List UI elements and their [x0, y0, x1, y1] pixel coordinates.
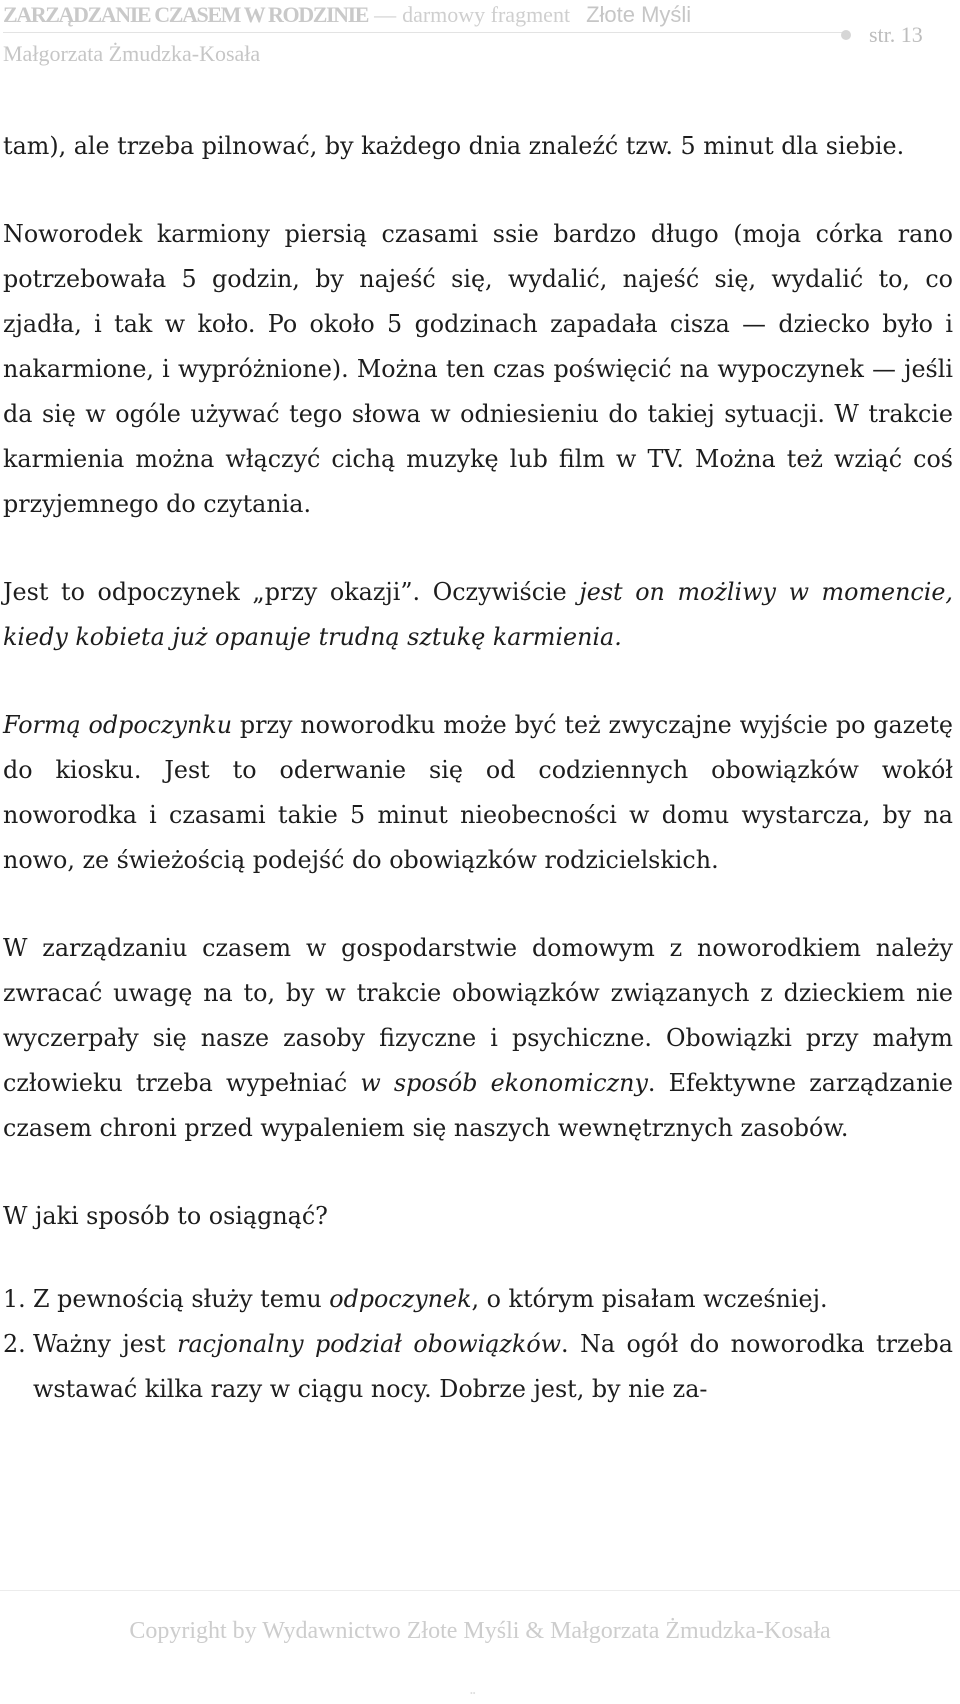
- paragraph-3: [3, 570, 953, 660]
- paragraph-2: Noworodek karmiony piersią czasami ssie bardzo długo (moja córka rano potrzebowała 5 godzin, by najeść się, wydalić, najeść się, wydalić to, co zjadła, i tak w koło. Po około 5 godzinach zapadała cisza — dziecko było i nakarmione, i wypróżnione). Można ten czas poświęcić na wypoczynek — jeśli da się w ogóle używać tego słowa w odniesieniu do takiej sytuacji. W trakcie karmienia można włączyć cichą muzykę lub film w TV. Można też wziąć coś przyjemnego do czytania.: [3, 220, 953, 518]
- list-item: [3, 1322, 953, 1412]
- paragraph-5-text-1: W zarządzaniu czasem w gospodarstwie domowym z noworodkiem należy zwracać uwagę na to, by w trakcie obowiązków związanych z dzieckiem nie wyczerpały się nasze zasoby fizyczne i psychiczne. Obowiązki przy małym człowieku trzeba wypełniać: [3, 934, 953, 1097]
- author-name: Małgorzata Żmudzka-Kosała: [3, 41, 261, 66]
- paragraph-4-text: przy noworodku może być też zwyczajne wyjście po gazetę do kiosku. Jest to oderwanie się od codziennych obowiązków wokół noworodka i czasami takie 5 minut nieobecności w domu wystarcza, by na nowo, ze świeżością podejść do obowiązków rodzicielskich.: [3, 711, 953, 874]
- list-item-number: 1.: [3, 1285, 26, 1313]
- paragraph-1: tam), ale trzeba pilnować, by każdego dnia znaleźć tzw. 5 minut dla siebie.: [3, 132, 905, 160]
- list-item-text-2: . Na ogół do noworodka trzeba wstawać kilka razy w ciągu nocy. Dobrze jest, by nie za-: [33, 1330, 953, 1403]
- header-title-line: [3, 2, 691, 28]
- book-title: ZARZĄDZANIE CZASEM W RODZINIE: [3, 2, 369, 27]
- paragraph-5-text-2: . Efektywne zarządzanie czasem chroni przed wypaleniem się naszych wewnętrznych zasobów.: [3, 1069, 953, 1142]
- page-header: [3, 0, 953, 80]
- list-item-text-1: Z pewnością służy temu: [33, 1285, 330, 1313]
- footer-dots-icon: ••: [470, 1689, 476, 1698]
- copyright-footer: Copyright by Wydawnictwo Złote Myśli & Małgorzata Żmudzka-Kosała: [129, 1618, 831, 1644]
- paragraph-4-italic: Formą odpoczynku: [3, 711, 233, 739]
- bullet-dot-icon: [841, 30, 851, 40]
- numbered-list: [3, 1277, 953, 1412]
- paragraph-4: [3, 703, 953, 883]
- publisher-name: Złote Myśli: [586, 2, 692, 27]
- paragraph-3-text: Jest to odpoczynek „przy okazji”. Oczywiście: [3, 578, 580, 606]
- header-rule: [3, 32, 845, 33]
- paragraph-3-italic: jest on możliwy w momencie, kiedy kobieta już opanuje trudną sztukę karmienia.: [3, 578, 954, 651]
- paragraph-5-italic: w sposób ekonomiczny: [360, 1069, 648, 1097]
- paragraph-5: [3, 926, 953, 1151]
- list-item-italic: odpoczynek: [329, 1285, 472, 1313]
- list-item-number: 2.: [3, 1330, 26, 1358]
- footer-rule: [0, 1590, 960, 1591]
- list-item-italic: racjonalny podział obowiązków: [177, 1330, 562, 1358]
- list-item-text-1: Ważny jest: [33, 1330, 178, 1358]
- header-dash: —: [374, 2, 397, 27]
- fragment-label: darmowy fragment: [402, 2, 571, 27]
- list-item-text-2: , o którym pisałam wcześniej.: [471, 1285, 828, 1313]
- list-item: [3, 1277, 953, 1322]
- page-number: str. 13: [869, 22, 923, 47]
- question-line: W jaki sposób to osiągnąć?: [3, 1202, 328, 1230]
- page-content: [3, 124, 953, 1412]
